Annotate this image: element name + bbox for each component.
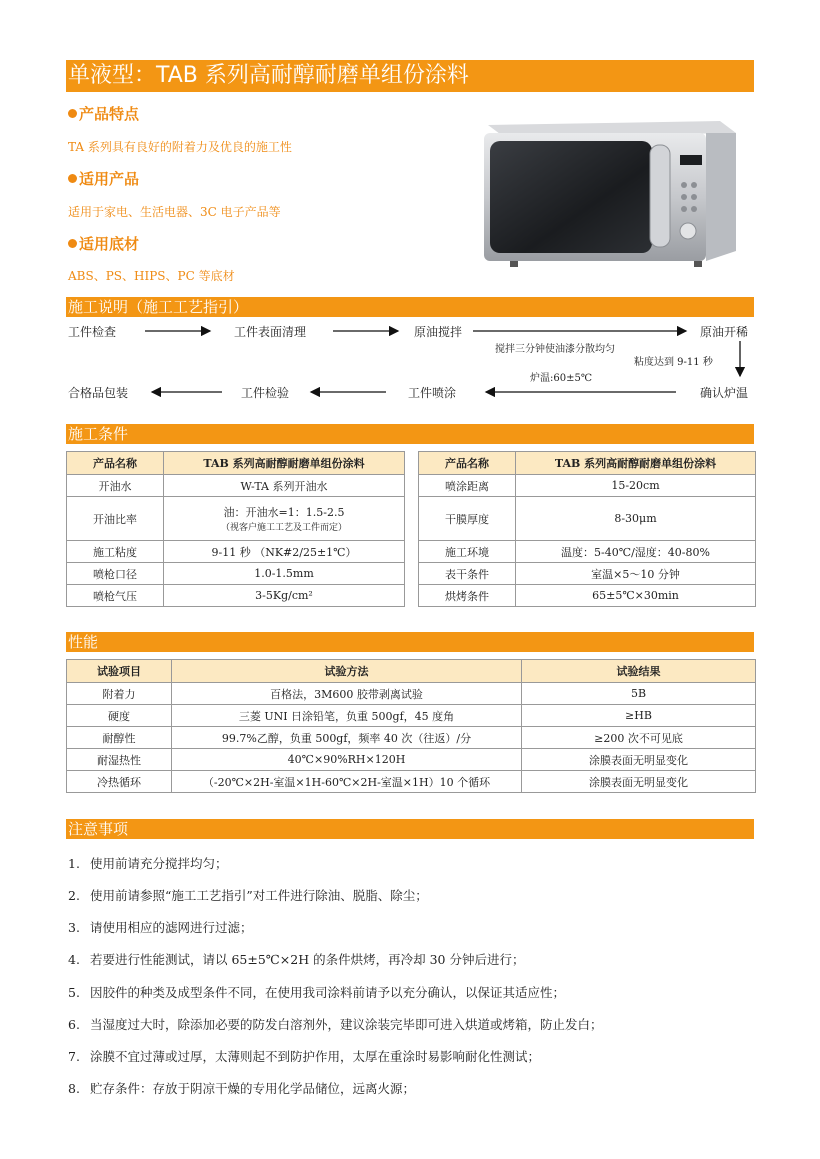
table-row: 开油比率 油：开油水=1：1.5-2.5 （视客户施工工艺及工件而定） — [67, 497, 405, 541]
table-row: 喷枪气压 3-5Kg/cm² — [67, 585, 405, 607]
note-item: 3. 请使用相应的滤网进行过滤； — [68, 920, 253, 935]
table-row: 附着力 百格法，3M600 胶带剥离试验 5B — [67, 683, 756, 705]
step-thin: 原油开稀 — [700, 325, 749, 339]
table-row: 施工粘度 9-11 秒 （NK#2/25±1℃） — [67, 541, 405, 563]
note-item: 5. 因胶件的种类及成型条件不同，在使用我司涂料前请予以充分确认，以保证其适应性； — [68, 985, 566, 1000]
applicable-products-heading: 适用产品 — [68, 168, 139, 189]
step-stir: 原油搅拌 — [414, 325, 463, 339]
performance-heading: 性能 — [68, 633, 99, 651]
note-oven-temp: 炉温:60±5℃ — [530, 373, 593, 384]
features-text: TA 系列具有良好的附着力及优良的施工性 — [68, 140, 292, 154]
notes-bar — [66, 819, 754, 839]
table-row: 冷热循环 （-20℃×2H-室温×1H-60℃×2H-室温×1H）10 个循环 涂膜表面无明显变化 — [67, 771, 756, 793]
table-row: 烘烤条件 65±5℃×30min — [419, 585, 756, 607]
table-row: 表干条件 室温×5～10 分钟 — [419, 563, 756, 585]
table-row: 耐醇性 99.7%乙醇，负重 500gf，频率 40 次（往返）/分 ≥200 次不可见底 — [67, 727, 756, 749]
step-surface-clean: 工件表面清理 — [234, 325, 307, 339]
note-item: 2. 使用前请参照“施工工艺指引”对工件进行除油、脱脂、除尘； — [68, 888, 428, 903]
performance-bar — [66, 632, 754, 652]
note-item: 4. 若要进行性能测试，请以 65±5℃×2H 的条件烘烤，再冷却 30 分钟后进行； — [68, 952, 525, 967]
process-arrows — [0, 0, 820, 420]
note-viscosity: 粘度达到 9-11 秒 — [634, 357, 713, 368]
table-row: 硬度 三菱 UNI 日涂铅笔，负重 500gf，45 度角 ≥HB — [67, 705, 756, 727]
table-row: 施工环境 温度：5-40℃/湿度：40-80% — [419, 541, 756, 563]
features-heading: 产品特点 — [68, 103, 139, 124]
step-qc: 工件检验 — [241, 386, 290, 400]
substrates-text: ABS、PS、HIPS、PC 等底材 — [68, 269, 235, 283]
step-spray: 工件喷涂 — [408, 386, 457, 400]
conditions-table-left — [66, 451, 405, 607]
step-package: 合格品包装 — [68, 386, 129, 400]
note-item: 8. 贮存条件：存放于阴凉干燥的专用化学品储位，远离火源； — [68, 1081, 416, 1096]
process-heading: 施工说明（施工工艺指引） — [68, 298, 249, 316]
step-inspect: 工件检查 — [68, 325, 117, 339]
notes-heading: 注意事项 — [68, 820, 129, 838]
note-item: 6. 当湿度过大时，除添加必要的防发白溶剂外，建议涂装完毕即可进入烘道或烤箱，防止发白； — [68, 1017, 603, 1032]
table-header-row: 试验项目 试验方法 试验结果 — [67, 660, 756, 683]
table-row: 干膜厚度 8-30μm — [419, 497, 756, 541]
note-item: 1. 使用前请充分搅拌均匀； — [68, 856, 228, 871]
page-title: 单液型：TAB 系列高耐醇耐磨单组份涂料 — [68, 63, 469, 88]
table-header-row: 产品名称 TAB 系列高耐醇耐磨单组份涂料 — [67, 452, 405, 475]
performance-table — [66, 659, 756, 793]
substrates-heading: 适用底材 — [68, 233, 139, 254]
table-row: 耐湿热性 40℃×90%RH×120H 涂膜表面无明显变化 — [67, 749, 756, 771]
table-row: 开油水 W-TA 系列开油水 — [67, 475, 405, 497]
table-row: 喷枪口径 1.0-1.5mm — [67, 563, 405, 585]
applicable-products-text: 适用于家电、生活电器、3C 电子产品等 — [68, 205, 281, 219]
note-item: 7. 涂膜不宜过薄或过厚，太薄则起不到防护作用，太厚在重涂时易影响耐化性测试； — [68, 1049, 541, 1064]
conditions-heading: 施工条件 — [68, 425, 129, 443]
table-header-row: 产品名称 TAB 系列高耐醇耐磨单组份涂料 — [419, 452, 756, 475]
step-oven-check: 确认炉温 — [700, 386, 749, 400]
table-row: 喷涂距离 15-20cm — [419, 475, 756, 497]
note-stir: 搅拌三分钟使油漆分散均匀 — [495, 344, 615, 355]
conditions-table-right — [418, 451, 756, 607]
conditions-bar — [66, 424, 754, 444]
